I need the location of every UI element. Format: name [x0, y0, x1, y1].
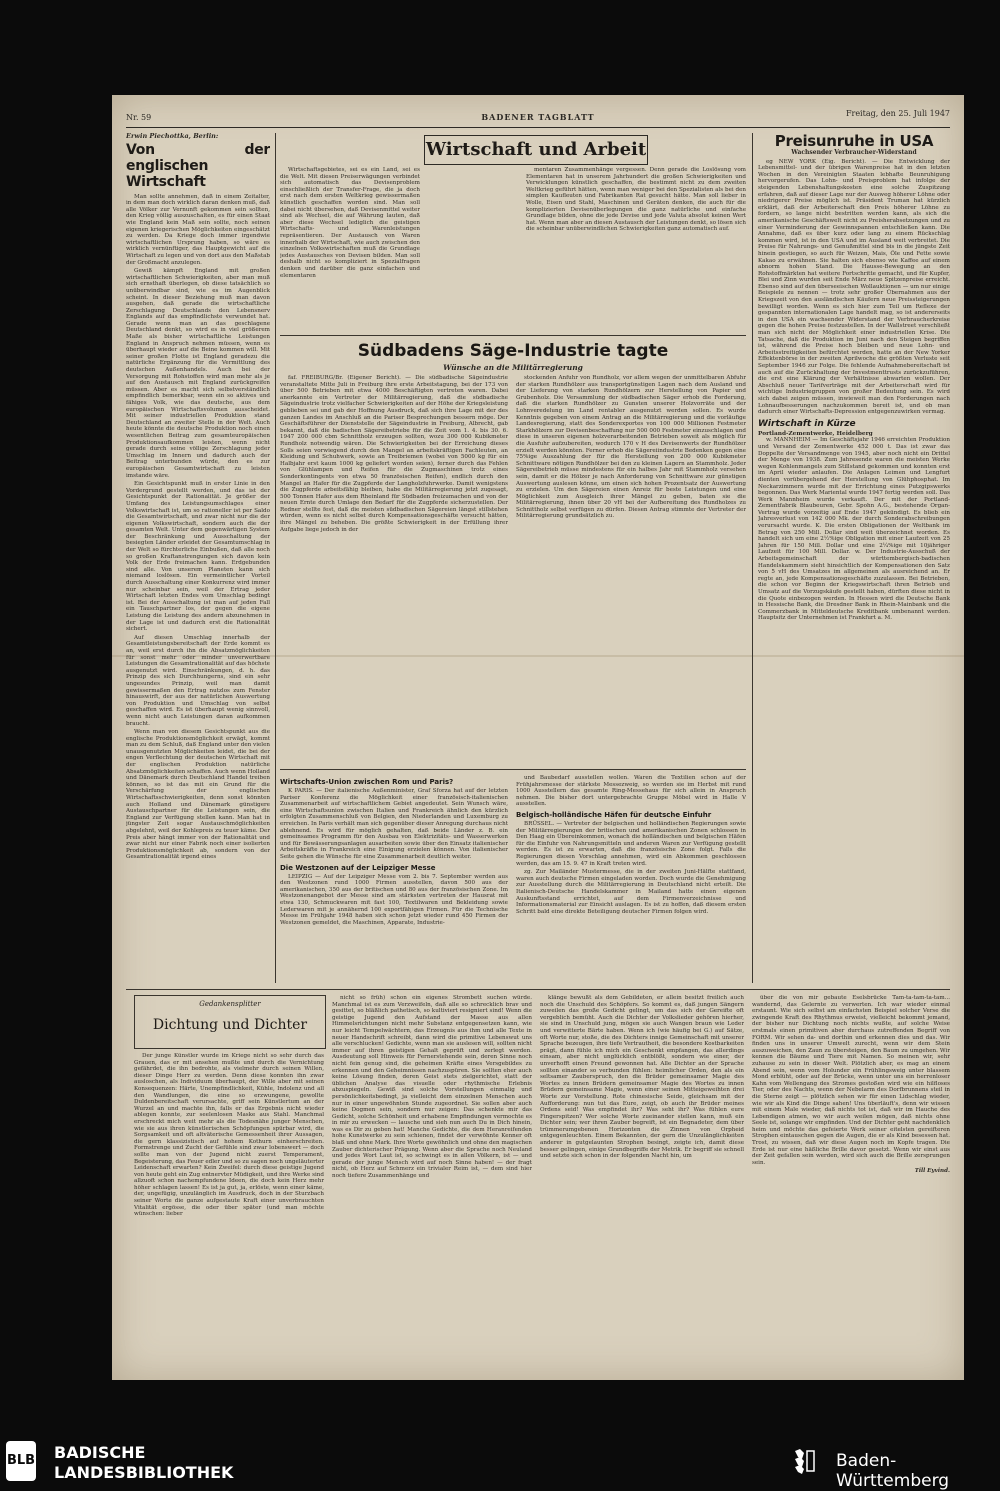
newspaper-page — [112, 95, 964, 1380]
paragraph: klänge bewußt als dem Gebildeten, er allein besitzt freilich auch noch die Unschuld des Schöpfers. So kommt es, daß jungen Sängern zuweilen das große Gedicht gelingt, um das sich der Gereifte oft vergeblich bemüht. Auch die Dichter der Volkslieder gehören hierher, sie sind in Unschuld jung, mögen sie auch Wangen braun wie Leder und verwitterte Bärte haben. Wenn ich (wie häufig bei G.) auf Sätze, oft Worte nur, stoße, die des Dichters innige Gemeinschaft mit unserer Sprache bezeugen, ihre tiefe Vertrautheit, die besondere Kostbarkeiten prägt, dann fühle ich mich ein Geschenkt empfangen, das allerdings einsam, aber nicht unglücklich entblößt, sondern wie einer, der unverhofft einen Freund gewonnen hat. Alle Dichter an der Sprache sollten einander so verbunden fühlen: heimlicher Orden, den als ein seltsamer Zauberspruch, den die Brüder gemeinsamer Magie des Wortes zu innen Brüdern gemeinsamer Magie des Wortes zu innen Brüdern gemeinsame Magie, wenn einer seinen Mitteigeweihten drei Worte zur Vorstellung. Rote chinesische Seide, gleichsam mit der Aufforderung: nun tut das Eure, zeigt, ob auch ihr Brüder meines Ordens seid! Was empfindet ihr? Was seht ihr? Was fühlen eure Fingerspitzen? Wer solche Worte zueinander stellen kann, muß ein Dichter sein; wer ihren Zauber begreift, ist ein Begnadeter, dem über trümmerumgebenen Horizonten die Zinnen von Orpheid entgegenleuchten. Einem Bekannten, der gern die Unzulänglichkeiten anderer in gutgelaunten Strophen besingt, zeigte ich, damit diese besser gelingen, einige Grundbegriffe der Metrik. Er begriff sie schnell und setzte sich schon in der folgenden Nacht hin, um — [540, 995, 744, 1160]
brief-title: Wirtschaft in Kürze — [758, 418, 856, 429]
issue-date: Freitag, den 25. Juli 1947 — [845, 109, 950, 118]
paragraph: Man sollte annehmen, daß in einem Zeitalter, in dem man doch wirklich daran denken muß, daß alle Völker zur Vernunft gekommen sein sollten, den Krieg völlig auszuschalten, es für einen Staat wie England kein Maß sein sollte, noch seinen eigenen kriegerischen Möglichkeiten eingeschätzt zu werden. Da Kriege doch immer irgendwie wirtschaftlichen Ursprung haben, so wäre es wirklich vernünftiger, das Hauptgewicht auf die Wirtschaft zu legen und von dort aus den Maßstab der Großmacht anzulegen. — [126, 193, 270, 266]
usa-subtitle: Wachsender Verbraucher-Widerstand — [791, 149, 917, 156]
paragraph: zg. Zur Mailänder Mustermesse, die in der zweiten Juni-Hälfte stattfand, waren auch deutsche Firmen eingeladen worden. Doch wurde die Genehmigung zur Ausstellung durch die Militärregierung in Deutschland nicht erteilt. Die Italienisch-Deutsche Handelskammer in Mailand hatte einen eigenen Auskunftsstand errichtet, auf dem Firmenverzeichnisse und Informationsmaterial zur Einsicht auslagen. Es ist zu hoffen, daß diesem ersten Schritt bald eine direkte Beteiligung deutscher Firmen folgen wird. — [516, 869, 746, 915]
economy-intro-col2 — [526, 167, 746, 332]
page-number: Nr. 59 — [126, 113, 152, 122]
paragraph: Der junge Künstler wurde im Kriege nicht so sehr durch das Grauen, das er mit ansehen mußte und durch die Vernichtung gefährdet, die ihn bedrohte, als vielmehr durch seinen Willen, dieser Dinge Herr zu werden. Denn diese konnten ihn zwar ausloschen, als Individuum überhaupt, der Wille aber mit seinen Konsequenzen: Härte, Unempfindlichkeit, Kühle, Indolenz und all den Wandlungen, die eine so erzwungene, gewollte Duldenbereitschaft verursachte, griff sein Künstlertum an der Wurzel an und machte ihn, falls er das Ergebnis nicht wieder ablegen konnte, zur seelenlosen Maske aus Stahl. Manchmal erschreckt mich weit mehr als die Todesnähe junger Menschen, wie sie aus ihren künstlerischen Schöpfungen spürbar wird, die Sorgsamkeit und oft altväterische Gemessenheit ihrer Aussagen, die gern klassizistisch auf hohem Kothurn einherschreiten. Formstrenge und Zucht der Gefühle sind zwar lobenswert — doch sollte man von der Jugend nicht zuerst Temperament, Begeisterung, das Feuer edler und so zu sagen noch ungeläuterter Leidenschaft erwarten? Kein Zweifel: durch diese geistige Jugend von heute geht ein Zug entnervter Müdigkeit, und ihre Werke sind allzuoft schon nachempfundene Ideen, die doch kein Herz mehr höher schlagen lassen! Es ist ja gut, ja, erlöste, wenn einer käme, der, ungefügig, unzulänglich im Ausdruck, doch in der Sturzbach seiner Worte die ganze aufgestaute Kraft einer unverbrauchten Vitalität ergösse, die oder über später (und man möchte wünschen: lieber — [134, 1053, 324, 1218]
masthead: BADENER TAGBLATT — [481, 112, 595, 122]
paragraph: stockenden Anfuhr von Rundholz, vor allem wegen der unmittelbaren Abfuhr der starken Rundhölzer aus transportgünstigen Lagen nach dem Ausland und der Lieferung von starken Rundhölzern zur Herstellung von Papier und Grubenholz. Die Versammlung der südbadischen Säger erhob die Forderung, daß die starken Rundhölzer zu Gunsten unserer Holzvorräte und der Lohnveredelung im Land rentabler ausgenutzt werden sollen. Es wurde Kenntnis gegeben von einem Antrag an die Militärregierung und die vorläufige Landesregierung, statt des Sonderexportes von 100 000 Millionen Festmeter Starkhölzern zur Devisenbeschaffung nur 500 000 Festmeter einzuschlagen und diese in unseren eigenen holzverarbeitenden Betrieben soweit als möglich für die Ausfuhr aufzubereiten, wodurch 170 v H des Devisenwerts der Rundhölzer erzielt werden könnten. Ferner erhob die Sägereiindustrie Bedenken gegen eine 75%ige Auszahlung der für die Herstellung von 200 000 Kubikmeter Schnittware nötigen Rundhölzer bei den zu kleinen Lagern an Stammholz. Jeder Sägereibetrieb müsse mindestens für ein halbes Jahr mit Stammholz versehen sein, damit er die Hölzer je nach Anforderung von Schnittware zur günstigen Auswertung auslesen könne, um einen sich hohen Prozentsatz der Auswertung zu erzielen. Um den Sägereien einen Anreiz für beste Leistungen und eine Möglichkeit zum Ausgleich ihrer Mängel zu geben, baten sie die Militärregierung, ihnen über 20 vH bei der Aufbereitung des Rundholzes zu Schnittholz selbst verfügen zu dürfen. Diesen Antrag stimmte der Vertreter der Militärregierung grundsätzlich zu. — [516, 375, 746, 520]
feature-col4 — [752, 995, 950, 1373]
paragraph: Gewiß kämpft England mit großen wirtschaftlichen Schwierigkeiten, aber man muß sich ernsthaft überlegen, ob diese tatsächlich so unüberwindbar sind, wie es im Augenblick scheint. In dieser Beziehung muß man davon ausgehen, daß gerade die wirtschaftliche Zerschlagung Deutschlands den Lebensnerv Englands auf das empfindlichste verwundet hat. Gerade wenn man an das geschlagene Deutschland denkt, so wird es in viel größerem Maße als bisher wirtschaftliche Leistungen England in Anspruch nehmen müssen, wenn es überhaupt wieder auf die Beine kommen will. Mit seiner großen Flotte ist England geradezu die natürliche Ergänzung für die Vermittlung des deutschen Außenhandels. Auch bei der Versorgung mit Rohstoffen wird man mehr als je auf den Austausch mit England zurückgreifen müssen. Aber es macht sich selbstverständlich empfindlich bemerkbar, wenn ein so aktives und fähiges Volk, wie das deutsche, aus dem europäischen Wirtschaftsvolumen ausscheidet. Mit seiner industriellen Produktion stand Deutschland an zweiter Stelle in der Welt. Auch heute könnte die deutsche Produktion noch einen wesentlichen Beitrag zum gesamteuropäischen Produktionsaufkommen leisten, wenn nicht gerade durch seine völlige Zerschlagung jeder Umschlag im Innern und dadurch auch der Beitrag unterbunden würde, den es zur europäischen Gesamtwirtschaft zu leisten imstande wäre. — [126, 268, 270, 479]
ports-and-milan-column — [516, 775, 746, 985]
brief-subtitle: Portland-Zementwerke, Heidelberg — [758, 430, 873, 437]
ports-title: Belgisch-holländische Häfen für deutsche Einfuhr — [516, 810, 712, 819]
fair-title: Die Westzonen auf der Leipziger Messe — [280, 863, 436, 872]
section-rule — [126, 989, 950, 990]
blb-logo: BLB — [6, 1441, 36, 1481]
feature-col2 — [332, 995, 532, 1373]
section-rule — [280, 335, 746, 336]
section-title-box — [424, 135, 648, 165]
saw-industry-col2 — [516, 375, 746, 765]
paragraph: Wenn man von diesem Gesichtspunkt aus die englische Produktionsmöglichkeit erwägt, kommt man zu dem Schluß, daß England unter den vielen unausgenutzten Möglichkeiten leidet, die bei der engen Verflechtung der deutschen Wirtschaft mit der englischen Produktion natürliche Absatzmöglichkeiten schaffen. Auch wenn Holland und Dänemark durch Deutschland Handel treiben können, so ist das mit ein Grund für die Verschärfung der englischen Wirtschaftsschwierigkeiten, denn sonst könnten auch Holland und Dänemark günstigere Austauschpartner für die Leistungen sein, die England zur Verfügung stellen kann. Man hat in jüngster Zeit sogar Austauschmöglichkeiten abgelehnt, weil der Kohlepreis zu teuer käme. Der Preis aber hängt immer von der Rationalität und zwar nicht nur einer Fabrik noch einer isolierten Produktionsmöglichkeit ab, sondern von der Gesamtrationalität irgend eines — [126, 729, 270, 861]
union-title: Wirtschafts-Union zwischen Rom und Paris? — [280, 778, 454, 786]
paragraph: mentaren Zusammenhänge vergessen. Denn gerade die Loslösung vom Elementaren hat in unserem Jahrhundert die großen Schwierigkeiten und Verwicklungen künstlich geschaffen, die bestimmt nicht zu dem zweiten Weltkrieg geführt hätten, wenn man weniger bei den Spezialisten als bei den simplen Kaufleuten und Fabrikanten Rat gesucht hätte. Man soll lieber in Wolle, Eisen und Stahl, Maschinen und Geräten denken, die auch für die komplizierten Devisenüberlegungen die ganz natürliche und einfache Grundlage bilden, ohne die jede Devise und jede Valuta absolut keinen Wert hat. Wenn man aber an diesen Austausch der Leistungen denkt, so lösen sich die scheinbar unüberwindlichen Schwierigkeiten ganz automatisch auf. — [526, 167, 746, 233]
column-rule — [752, 133, 753, 983]
feature-title: Dichtung und Dichter — [152, 1017, 308, 1033]
saw-industry-col1 — [280, 375, 508, 765]
paragraph: w. MANNHEIM — Im Geschäftsjahr 1946 erreichten Produktion und Versand der Zementwerke 452 000 t. Das ist zwar das Doppelte der Versandmenge von 1945, aber noch nicht ein Drittel der Menge von 1938. Zum Jahresende waren die meisten Werke wegen Kohlenmangels zum Stillstand gekommen und konnten erst im April wieder anlaufen. Die Anlagen Leimen und Lengfurt dienten vorübergehend der Herstellung von Glühphosphat. Im Neckarzimmern wurde mit der Errichtung eines Putzgipswerks begonnen. Das Werk Mariental wurde 1947 fertig werden soll. Das Werk Mannheim wurde verkauft. Der mit der Portland-Zementfabrik Blaubeuren, Gebr. Spohn A.G., bestehende Organ-Vertrag wurde vorzeitig auf Ende 1947 gekündigt. Es blieb ein Jahresverlust von 142 000 Mk. der durch Sonderabschreibungen verursacht wurde. K. Die ersten Obligationen der Weltbank im Betrag von 250 Mill. Dollar sind weit überzeichnet worden. Es handelt sich um eine 2½%ige Obligation mit einer Laufzeit von 25 Jahren für 150 Mill. Dollar und eine 2¼%ige mit 10jähriger Laufzeit für 100 Mill. Dollar. w. Der Industrie-Ausschuß der Arbeitsgemeinschaft der württembergisch-badischen Handelskammern sieht hinsichtlich der Kompensationen den Satz von 5 vH des Umsatzes im allgemeinen als ausreichend an. Er regte an, jede Kompensationsgeschäfte zuzulassen. Bei Betrieben, die schon vor Beginn der Kriegswirtschaft ihren Betrieb und Umsatz auf die Vorzugskäufe gestellt haben, dürften diese nicht in die Quote einbezogen werden. In Hessen wird die Deutsche Bank in Hessische Bank, die Dresdner Bank in Rhein-Mainbank und die Commerzbank in Mitteldeutsche Kreditbank umbenannt werden. Hauptsitz der Unternehmen ist Frankfurt a. M. — [758, 437, 950, 622]
library-footer — [0, 1437, 1000, 1489]
paragraph: über die von mir gebaute Eselsbrücke Tam-ta-tam-ta-tam... wandernd, das Gelernte zu verwerten. Ich war wieder einmal erstaunt. Wie sich selbst am einfachsten Beispiel solcher Verse die zwingende Kraft des Rhythmus erweist, vielleicht bekommt jemand, der bisher nur Dichtung noch nichts wußte, auf solche Weise erstmals einen primitiven aber durchaus zutreffenden Begriff von FORM. Wir sehen da- und dorthin und erkennen dies und das. Wir finden uns in unserer Umwelt zurecht, wenn wir dem Stein auszuweichen, den Zaun zu übersteigen, den Baum zu umgehen. Wir kennen die Bäume und Tiere mit Namen. So meinen wir, sehr zuhause zu sein in dieser Welt. Plötzlich aber, es mag an einem Abend sein, wenn vom Holunder ein Frühlingsweig unter blassem Mond erblüht, oder auf der Brücke, wenn unter uns ein herrenloser Kahn vom Wellengang des Stromes gestoßen wird wie ein hilfloses Tier, oder des Nachts, wenn der Nebelarm des Dorfbrunnens steil in die Sterne zeigt — plötzlich sehen wir für einen Lidschlag wieder, wie wir als Kind die Dinge sahen! Uns überläuft's, denn wir wissen mit einem Male wieder, daß nichts tot ist, daß wir im Hauche des Lebendigen atmen, wo wir auch weilen mögen, daß nichts ohne Seele ist, solange wir empfinden. Und der Dichter geht nachdenklich heim und möchte das gefeierte Werk seiner eitelsten gereifteren Strophen eintauschen gegen die Augen, die er als Kind besessen hat. Trost, zu wissen, daß wir diese Augen noch im Kopfe tragen. Die Erde ist nur eine häßliche Brille davor gesetzt. Wenn wir einst aus der Zeit gefallen sein werden, wird sich auch die Brille zersprungen sein. — [752, 995, 950, 1166]
article-usa-prices — [758, 133, 950, 983]
baden-wuerttemberg-lions-icon — [792, 1447, 822, 1475]
union-and-fair-column — [280, 775, 508, 985]
column-rule — [275, 133, 276, 983]
feature-col3 — [540, 995, 744, 1373]
saw-industry-subtitle: Wünsche an die Militärregierung — [443, 363, 583, 372]
section-rule — [280, 769, 746, 770]
paragraph: LEIPZIG — Auf der Leipziger Messe vom 2. bis 7. September werden aus den Westzonen rund 1000 Firmen ausstellen, davon 500 aus der amerikanischen, 350 aus der britischen und 80 aus der französischen Zone. Im Westzonenangebot der Messe sind am stärksten vertreten der Hausrat mit etwa 130, Schmuckwaren mit fast 100, Textilwaren und Bekleidung sowie Lederwaren mit je annähernd 100 exportfähigen Firmen. Für die Technische Messe im Frühjahr 1948 haben sich schon jetzt wieder rund 450 Firmen der Westzonen gemeldet, die Maschinen, Apparate, Industrie- — [280, 873, 508, 926]
paragraph: eg NEW YORK (Eig. Bericht). — Die Entwicklung der Lebensmittel- und der übrigen Warenpreise hat in den letzten Wochen in den Vereinigten Staaten lebhafte Beunruhigung hervorgerufen. Das Lohn- und Preisproblem hat infolge der steigenden Lebenshaltungskosten eine solche Zuspitzung erfahren, daß auf dieser Lage nur der Ausweg höherer Löhne oder niedrigerer Preise möglich ist. Präsident Truman hat kürzlich erklärt, daß der Arbeiterschaft den Preis höherer Löhne zu fordern, so lange nicht bestritten werden kann, als sich die amerikanische Geschäftswelt nicht zu Preisherabsetzungen und zu einer Verminderung der Gewinnspannen entschließen kann. Die Annahme, daß es über kurz oder lang zu einem Rückschlag kommen wird, ist in den USA und im Ausland weit verbreitet. Die Preise für Nahrungs- und Genußmittel sind bis in die jüngste Zeit hinein gestiegen, so auch für Weizen, Mais, Öle und Fette sowie Kakao zu erwähnen. Sie halten sich ebenso wie Kaffee auf einem abnorm hohen Stand. Die Hausse-Bewegung an den Rohstoffmärkten hat weitere Fortschritte gemacht, und für Kupfer, Blei und Zinn wurden seit Ende März neue Spitzenpreise erreicht. Ebenso sind auf den überseeischen Wollauktionen — um nur einige Beispiele zu nennen — trotz sehr großer Übernahmen aus der Kriegszeit von den ausländischen Käufern neue Preissteigerungen bewilligt worden. Wenn es sich hier zum Teil um Reflexe der gespannten internationalen Lage handelt mag, so ist andererseits in den USA ein wachsender Widerstand der Verbraucherkreise gegen die hohen Preise festzustellen. In der Wallstreet verschließt man sich nicht der Möglichkeit einer industriellen Krise. Die Tatsache, daß die Produktion im Juni nach den Steigen begriffen ist, während die Preise hoch bleiben und neue Lohn- und Arbeitsstreitigkeiten befürchtet werden, hatte an der New Yorker Effektenbörse in der zweiten Aprilwoche die größten Verluste seit September 1946 zur Folge. Die fehlende Aufnahmebereitschaft ist auch auf die Zurückhaltung der Investmenttrusts zurückzuführen, die erst eine Klärung der Verhältnisse abwarten wollen. Der Abschluß neuer Tarifverträge mit der Arbeiterschaft wird für wichtige Industriegruppen von großer Bedeutung sein. Es wird sich dabei zeigen müssen, inwieweit man den Forderungen nach Lohnaufbesserungen nachzukommen bereit ist, und ob man dadurch einer Wirtschafts-Depression entgegenzuwirken vermag. — [758, 158, 950, 416]
usa-title: Preisunruhe in USA — [774, 133, 934, 150]
paragraph: Wirtschaftsgebietes, sei es ein Land, sei es die Welt. Mit diesen Preiserwägungen verbindet sich automatisch das Devisenproblem einschließlich der Transfer-Frage, die ja doch erst nach dem ersten Weltkrieg gewissermaßen künstlich geschaffen worden sind. Man soll dabei nicht übersehen, daß Devisenmittel weiter sind als Wechsel, die auf Währung lauten, daß aber diese Wechsel lediglich die geistigen Wirtschafts- und Warenleistungen repräsentieren. Der Austausch von Waren innerhalb der Wirtschaft, wie auch zwischen den einzelnen Volkswirtschaften muß die Grundlage jedes Austausches von Devisen bilden. Man soll deshalb nicht so kompliziert in Spezialfragen denken und darüber die ganz einfachen und elementaren — [280, 167, 420, 279]
byline: Erwin Piechottka, Berlin: — [126, 133, 219, 140]
paragraph: faf. FREIBURG/Br. (Eigener Bericht). — Die südbadische Sägeindustrie veranstaltete Mitte Juli in Freiburg ihre erste Arbeitstagung, bei der 173 von über 500 Betrieben mit etwa 4000 Beschäftigten vertreten waren. Dabei anerkannte ein Vertreter der Militärregierung, daß die südbadische Sägeindustrie trotz vielfacher Schwierigkeiten auf der Höhe der Kriegsleistung geblieben sei und gab der Hoffnung Ausdruck, daß sich ihre Lage mit der des ganzen Landes im Anschluß an die Pariser Besprechungen bessern möge. Der Geschäftsführer der Dienststelle der Sägeindustrie in Freiburg, Albrecht, gab bekannt, daß die badischen Sägereibetriebe für die Zeit vom 1. 4. bis 30. 6. 1947 200 000 cbm Schnittholz erzeugen sollten, wozu 300 000 Kubikmeter Rundholz notwendig wären. Die Schwierigkeiten bei der Erreichung dieses Solls seien vorwiegend durch den Mangel an arbeitskräftigen Fachleuten, an Kleidung und Schuhwerk, sowie an Treibriemen (wobei von 5000 kg für ein Halbjahr erst kaum 1000 kg geliefert worden seien), ferner durch das Fehlen von Glühlampen und Reifen für die Zugmaschinen trotz eines Sonderkontingents von etwa 50 französischen Reifen), endlich durch den Mangel an Hafer für die Zugpferde der Langholzfuhrwerke. Damit wenigstens die Zugpferde arbeitsfähig bleiben, habe die Militärregierung jetzt zugesagt, 500 Tonnen Hafer aus dem Rheinland für Südbaden freizumachen und von der neuen Ernte durch Umlage den Bedarf für die Zugpferde sicherzustellen. Der Redner stellte fest, daß die meisten südbadischen Sägereien längst stillstehen würden, wenn es nicht selbst durch Kompensationsgeschäfte versucht hätten, ihre Mängel zu beheben. Die größte Schwierigkeit in der Erfüllung ihrer Aufgabe liege jedoch in der — [280, 375, 508, 533]
paragraph: und Baubedarf ausstellen wollen. Waren die Textilien schon auf der Frühjahrsmesse der stärkste Messezweig, so werden sie im Herbst mit rund 1000 Ausstellern das gesamte Ring-Messehaus für sich allein in Anspruch nehmen. Die bisher dort untergebrachte Gruppe Möbel wird in Halle V ausstellen. — [516, 775, 746, 808]
paragraph: K PARIS. — Der italienische Außenminister, Graf Sforza hat auf der letzten Pariser Konferenz die Möglichkeit einer französisch-italienischen Zusammenarbeit auf wirtschaftlichem Gebiet angedeutet. Sein Wunsch wäre, eine Wirtschaftsunion zwischen Italien und Frankreich ähnlich den kürzlich erfolgten Zusammenschluß von Belgien, den Niederlanden und Luxemburg zu erreichen. In Paris verhält man sich gegenüber dieser Anregung durchaus nicht ablehnend. Es wird für möglich gehalten, daß beide Länder z. B. ein gemeinsames Programm für den Ausbau von Elektrizitäts- und Wasserwerken und für Bewässerungsanlagen ausarbeiten sowie über den Einsatz italienischer Arbeitskräfte in Frankreich eine Einigung erzielen können. Von italienischer Seite gehen die Wünsche für eine Zusammenarbeit deutlich weiter. — [280, 788, 508, 860]
saw-industry-title: Südbadens Säge-Industrie tagte — [357, 341, 669, 361]
article-title: Von der englischen Wirtschaft — [126, 141, 270, 190]
running-header — [126, 109, 950, 125]
bw-name: Baden-Württemberg — [836, 1451, 950, 1491]
feature-col1 — [134, 1053, 324, 1373]
paragraph: nicht so früh) schon ein eigenes Strombett suchen würde. Manchmal ist es zum Verzweifeln, daß alle so schrecklich brav und gesittet, so bläßlich pathetisch, so kultiviert resigniert sind! Wenn die geistige Jugend den Aufstand der Masse aus allen Himmelsrichtungen nicht mehr Substanz entgegensetzen kann, wie nur leicht Tempelwächtern, das Erzeugnis aus ihm und alle Texte in neuer Handschrift schreibt, dann wird die primitive Lebenswut uns alle verschlucken! Gedichte, wenn man sie auslesen will, sollten nicht immer auf ihren geistigen Gehalt geprüft und zerlegt werden. Ausdeutung soll Hinweis für Fernerstehende sein, deren Sinne noch nicht fein genug sind, die geheimen Kräfte eines Versgebildes zu erkennen und den Geheimnissen nachzuspüren. Sie sollten eher auch keine Lösung finden, deren Geist stets zielgerichtet, statt der üblichen Analyse das visuelle oder rhythmische Erlebnis abzuspiegeln. Gewiß sind solche Vorstellungen einmalig und persönlichkeitsbedingt, ja vielleicht dem einzelnen Menschen auch nur in einer ungewöhnten Stunde zugeordnet. Sie sollen aber auch keine Dogmen sein, sondern nur zeigen: Das schenkte mir das Gedicht, solche Schönheit und erhabene Empfindungen vermochte es in mir zu erwecken — lausche und sieh nun auch Du in Dich hinein, was es Dir zu geben hat! Manche Gedichte, die dem Heranreifenden hohe Kunstwerke zu sein schienen, findet der verwöhnte Kenner oft blaß und ohne Mark. Ihre Worte gewöhnlich und ohne den magischen Zauber dichterischer Prägung. Wenn aber die Sprache noch Neuland und jedes Wort Laut ist, so schwingt es in allen Völkern, ist — und gerade der junge Mensch wird auf noch Sinne haben! — der fragt nicht, ob Herz auf Schmerz ein trivialer Reim ist, — dem sind hier noch tiefere Zusammenhänge und — [332, 995, 532, 1180]
article-english-economy — [126, 133, 270, 983]
header-rule — [126, 127, 950, 128]
blb-name: BADISCHE LANDESBIBLIOTHEK — [54, 1443, 234, 1482]
paragraph: BRÜSSEL. — Vertreter der belgischen und holländischen Regierungen sowie der Militärregierungen der britischen und amerikanischen Zonen schlossen in Den Haag ein Übereinkommen, wonach die holländischen und belgischen Häfen für die Einfuhr von Nahrungsmitteln und anderen Waren zur Verfügung gestellt werden. Es ist zu erwarten, daß die französische Zone folgt. Falls die Regierungen diesen Vorschlag annehmen, wird ein Abkommen geschlossen werden, das am 15. 9. 47 in Kraft treten wird. — [516, 820, 746, 867]
feature-title-box — [134, 995, 326, 1049]
feature-kicker: Gedankensplitter — [199, 1000, 261, 1008]
economy-intro-col1 — [280, 167, 420, 332]
feature-signoff: Till Eyvind. — [914, 1168, 950, 1175]
section-title: Wirtschaft und Arbeit — [425, 139, 647, 160]
paragraph: Ein Gesichtspunkt muß in erster Linie in den Vordergrund gestellt werden, und das ist der Gesichtspunkt der Rationalität. Je größer der Umfang des Leistungsumschlages einer Volkswirtschaft ist, um so rationeller ist per Saldo die Gesamtwirtschaft, und zwar nicht nur die der eigenen Volkswirtschaft, sondern auch die der gesamten Welt. Unter dem gegenwärtigen System der Beschränkung und Ausschaltung der besiegten Länder erleidet der Gesamtumschlag in der Welt so fürchterliche Einbußen, daß alle noch so großen Kraftanstrengungen sich davon kein Volk der Erde freimachen kann. Erdgebunden sind alle. Von unserem Planeten kann sich niemand loslösen. Ein vermeintlicher Vorteil durch Ausschaltung einer Konkurrenz wird immer nur scheinbar sein, weil der Ertrag jeder Wirtschaft letzten Endes vom Umschlag bedingt ist. Bei der Ausschaltung ist man auf jeden Fall ein Tauschpartner los, der gegen die eigene Leistung die Leistung des andern abzunehmen in der Lage ist und dadurch erst die Rationalität sichert. — [126, 481, 270, 633]
paragraph: Auf diesen Umschlag innerhalb der Gesamtleistungsbereitschaft der Erde kommt es an, weil erst durch ihn die Absatzmöglichkeiten für sonst mehr oder minder unverwertbare Leistungen die Gesamtrationalität auf das höchste ausgenutzt wird. Einschränkungen, d. h. das Prinzip des sich Durchhungerns, sind ein sehr ungesundes Prinzip, weil man damit gewissermaßen den Ertrag nutzlos zum Fenster hinauswirft, der aus der natürlichen Auswertung von Produktion und Umschlag von selbst geschaffen wird. Es ist überhaupt wenig sinnvoll, wenn nicht auch Leistungen daran aufkommen braucht. — [126, 634, 270, 727]
